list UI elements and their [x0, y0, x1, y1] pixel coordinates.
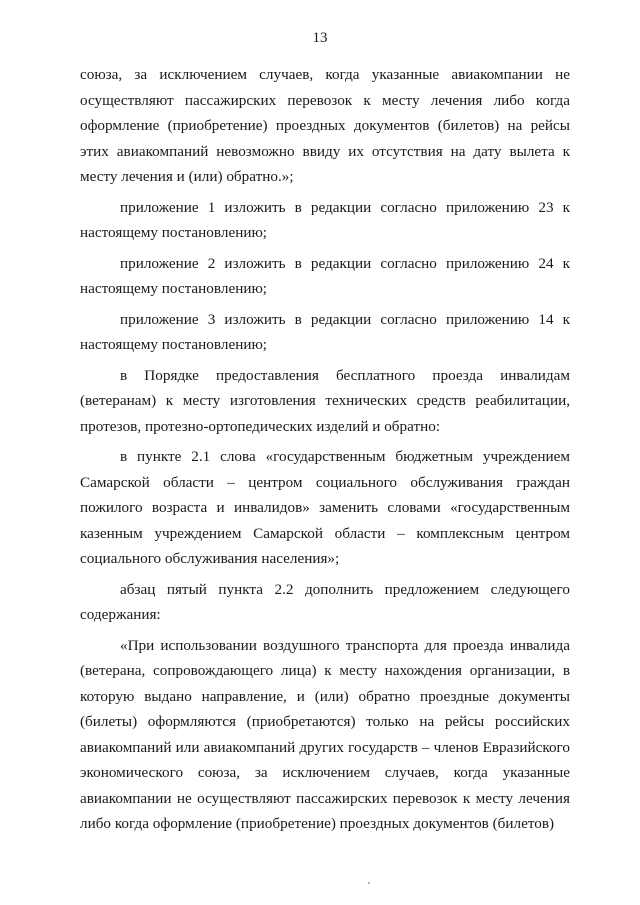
paragraph: «При использовании воздушного транспорта для проезда инвалида (ветерана, сопровождающего лица) к месту нахождения организации, в которую выдано направление, и (или) обратно проездные документы (билеты) оформляются (приобретаются) только на рейсы российских авиакомпаний или авиакомпаний других государств – членов Евразийского экономического союза, за исключением случаев, когда указанные авиакомпании не осуществляют пассажирских перевозок к месту лечения либо когда оформление (приобретение) проездных документов (билетов) — [80, 636, 570, 832]
document-body — [80, 62, 570, 842]
paragraph: в пункте 2.1 слова «государственным бюджетным учреждением Самарской области – центром социального обслуживания граждан пожилого возраста и инвалидов» заменить словами «государственным казенным учреждением Самарской области – комплексным центром социального обслуживания населения»; — [80, 448, 570, 567]
paragraph: приложение 1 изложить в редакции согласно приложению 23 к настоящему постановлению; — [80, 198, 570, 241]
paragraph: в Порядке предоставления бесплатного проезда инвалидам (ветеранам) к месту изготовления технических средств реабилитации, протезов, протезно-ортопедических изделий и обратно: — [80, 366, 570, 435]
paragraph: абзац пятый пункта 2.2 дополнить предложением следующего содержания: — [80, 580, 570, 623]
paragraph: приложение 3 изложить в редакции согласно приложению 14 к настоящему постановлению; — [80, 310, 570, 353]
paragraph: союза, за исключением случаев, когда указанные авиакомпании не осуществляют пассажирских перевозок к месту лечения либо когда оформление (приобретение) проездных документов (билетов) на рейсы этих авиакомпаний невозможно ввиду их отсутствия на дату вылета к месту лечения и (или) обратно.»; — [80, 66, 570, 185]
page-number: 13 — [312, 30, 328, 46]
scan-artifact — [368, 882, 370, 884]
paragraph: приложение 2 изложить в редакции согласно приложению 24 к настоящему постановлению; — [80, 254, 570, 297]
